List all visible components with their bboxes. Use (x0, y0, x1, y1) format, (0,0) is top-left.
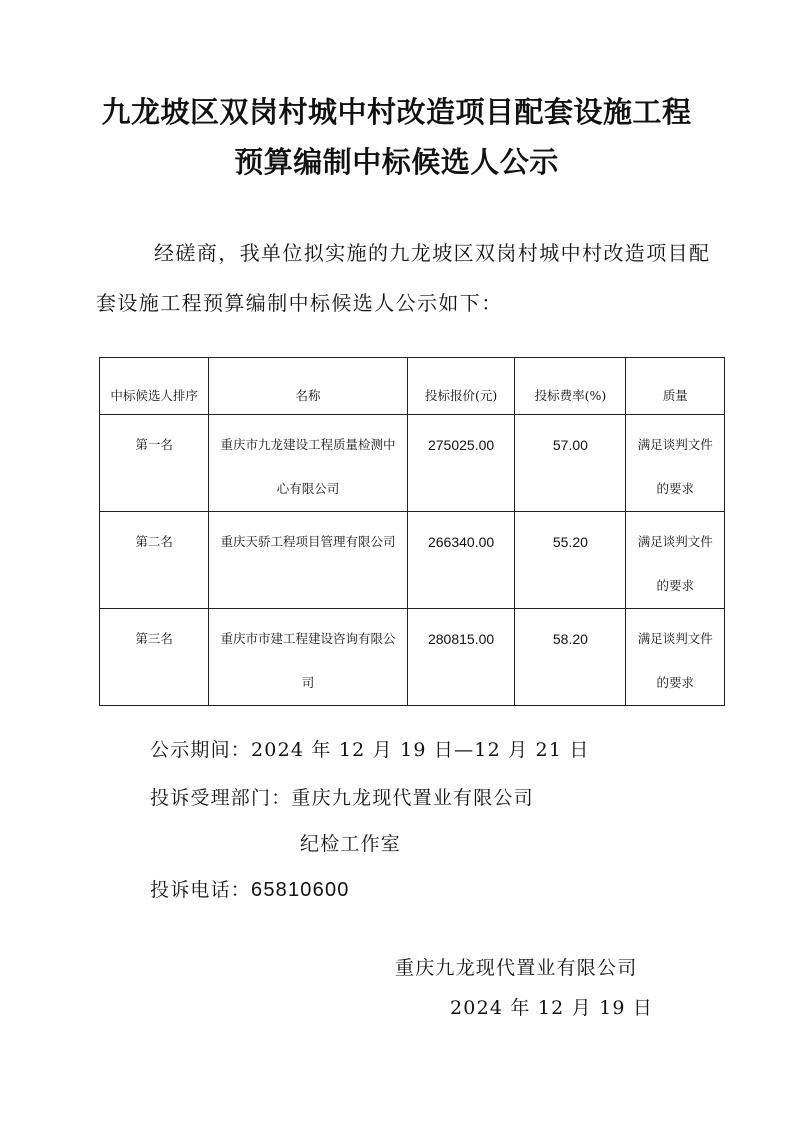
table-row (100, 415, 725, 512)
cell-name: 重庆市市建工程建设咨询有限公司 (220, 631, 396, 690)
signature-company: 重庆九龙现代置业有限公司 (395, 957, 638, 979)
complaint-phone-number: 65810600 (251, 879, 350, 901)
cell-quality: 满足谈判文件的要求 (637, 534, 713, 593)
complaint-department: 投诉受理部门：重庆九龙现代置业有限公司 (150, 787, 534, 809)
publicity-period: 公示期间：2024 年 12 月 19 日—12 月 21 日 (150, 739, 590, 761)
cell-rank: 第三名 (100, 609, 209, 706)
cell-price: 275025.00 (407, 415, 515, 512)
header-price: 投标报价(元) (407, 358, 515, 415)
cell-rank: 第二名 (100, 512, 209, 609)
table-row (100, 609, 725, 706)
header-name: 名称 (209, 358, 408, 415)
header-quality: 质量 (626, 358, 725, 415)
cell-price: 266340.00 (407, 512, 515, 609)
cell-quality: 满足谈判文件的要求 (637, 437, 713, 496)
cell-quality: 满足谈判文件的要求 (637, 631, 713, 690)
cell-rate: 57.00 (515, 415, 626, 512)
header-rate: 投标费率(%) (515, 358, 626, 415)
table-header-row (100, 358, 725, 415)
complaint-phone-line (150, 875, 350, 902)
cell-rate: 58.20 (515, 609, 626, 706)
candidates-table (99, 357, 725, 706)
cell-name: 重庆市九龙建设工程质量检测中心有限公司 (220, 437, 396, 496)
cell-price: 280815.00 (407, 609, 515, 706)
document-title-line-1: 九龙坡区双岗村城中村改造项目配套设施工程 (101, 95, 692, 129)
cell-rate: 55.20 (515, 512, 626, 609)
complaint-department-office: 纪检工作室 (300, 833, 402, 855)
intro-paragraph: 经磋商，我单位拟实施的九龙坡区双岗村城中村改造项目配套设施工程预算编制中标候选人公示如下： (96, 241, 711, 315)
signature-date: 2024 年 12 月 19 日 (450, 997, 654, 1019)
cell-name: 重庆天骄工程项目管理有限公司 (220, 534, 396, 549)
cell-rank: 第一名 (100, 415, 209, 512)
complaint-phone-label: 投诉电话： (150, 879, 252, 901)
header-rank: 中标候选人排序 (100, 358, 209, 415)
table-row (100, 512, 725, 609)
document-title-line-2: 预算编制中标候选人公示 (234, 145, 559, 179)
